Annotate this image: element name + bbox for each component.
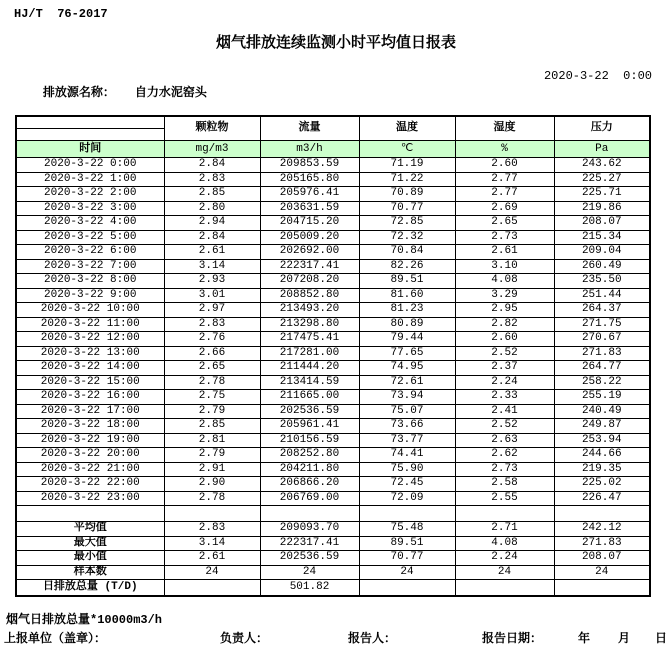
table-row [16, 332, 650, 347]
value-cell: 2.84 [164, 230, 260, 245]
value-cell: 89.51 [359, 274, 455, 289]
table-row [16, 448, 650, 463]
time-cell: 2020-3-22 19:00 [16, 433, 164, 448]
value-cell: 2.97 [164, 303, 260, 318]
value-cell: 71.19 [359, 158, 455, 173]
value-cell: 211665.00 [260, 390, 359, 405]
table-row [16, 158, 650, 173]
value-cell: 24 [554, 565, 650, 580]
summary-row [16, 536, 650, 551]
value-cell: 75.90 [359, 462, 455, 477]
value-cell: 79.44 [359, 332, 455, 347]
data-rows [16, 158, 650, 597]
value-cell: 2.82 [455, 317, 554, 332]
value-cell: 207208.20 [260, 274, 359, 289]
value-cell: 251.44 [554, 288, 650, 303]
value-cell: 208.07 [554, 216, 650, 231]
value-cell [164, 506, 260, 522]
summary-row [16, 580, 650, 597]
value-cell: 2.24 [455, 375, 554, 390]
value-cell: 501.82 [260, 580, 359, 597]
time-cell: 2020-3-22 15:00 [16, 375, 164, 390]
corner-cell-bottom [16, 129, 164, 141]
time-cell: 2020-3-22 7:00 [16, 259, 164, 274]
value-cell: 203631.59 [260, 201, 359, 216]
value-cell: 225.71 [554, 187, 650, 202]
value-cell: 217475.41 [260, 332, 359, 347]
value-cell: 253.94 [554, 433, 650, 448]
value-cell: 2.85 [164, 187, 260, 202]
value-cell: 73.77 [359, 433, 455, 448]
year-label: 年 [578, 632, 591, 646]
time-cell: 2020-3-22 22:00 [16, 477, 164, 492]
value-cell: 209853.59 [260, 158, 359, 173]
value-cell: 271.75 [554, 317, 650, 332]
value-cell: 235.50 [554, 274, 650, 289]
value-cell: 260.49 [554, 259, 650, 274]
unit-row [16, 141, 650, 158]
table-row [16, 172, 650, 187]
standard-code: HJ/T 76-2017 [14, 7, 108, 21]
time-cell: 2020-3-22 12:00 [16, 332, 164, 347]
table-row [16, 346, 650, 361]
value-cell: 2.66 [164, 346, 260, 361]
month-label: 月 [618, 632, 631, 646]
time-cell: 2020-3-22 16:00 [16, 390, 164, 405]
value-cell: 211444.20 [260, 361, 359, 376]
time-cell: 2020-3-22 17:00 [16, 404, 164, 419]
time-cell: 2020-3-22 9:00 [16, 288, 164, 303]
footer-note: 烟气日排放总量*10000m3/h [6, 613, 163, 627]
time-cell: 2020-3-22 20:00 [16, 448, 164, 463]
value-cell: 2.60 [455, 332, 554, 347]
time-cell: 2020-3-22 13:00 [16, 346, 164, 361]
value-cell: 2.95 [455, 303, 554, 318]
table-row [16, 491, 650, 506]
unit-cell-humidity: % [455, 141, 554, 158]
summary-label-cell: 样本数 [16, 565, 164, 580]
time-cell: 2020-3-22 23:00 [16, 491, 164, 506]
value-cell: 2.71 [455, 522, 554, 537]
value-cell: 2.91 [164, 462, 260, 477]
value-cell: 2.77 [455, 172, 554, 187]
value-cell: 74.41 [359, 448, 455, 463]
value-cell: 206866.20 [260, 477, 359, 492]
value-cell: 225.27 [554, 172, 650, 187]
value-cell: 2.52 [455, 346, 554, 361]
value-cell: 2.83 [164, 317, 260, 332]
value-cell: 72.32 [359, 230, 455, 245]
table-row [16, 245, 650, 260]
value-cell: 70.77 [359, 201, 455, 216]
value-cell: 2.84 [164, 158, 260, 173]
time-cell: 2020-3-22 11:00 [16, 317, 164, 332]
value-cell: 2.93 [164, 274, 260, 289]
value-cell: 81.23 [359, 303, 455, 318]
value-cell: 2.61 [164, 551, 260, 566]
value-cell: 202536.59 [260, 551, 359, 566]
value-cell: 205976.41 [260, 187, 359, 202]
value-cell: 2.76 [164, 332, 260, 347]
table-row [16, 317, 650, 332]
table-row [16, 462, 650, 477]
time-cell: 2020-3-22 0:00 [16, 158, 164, 173]
time-cell: 2020-3-22 6:00 [16, 245, 164, 260]
value-cell: 209.04 [554, 245, 650, 260]
header-rows [16, 116, 650, 158]
value-cell: 205009.20 [260, 230, 359, 245]
value-cell: 2.65 [455, 216, 554, 231]
value-cell: 24 [164, 565, 260, 580]
value-cell: 225.02 [554, 477, 650, 492]
value-cell: 2.61 [455, 245, 554, 260]
table-row [16, 404, 650, 419]
value-cell: 2.58 [455, 477, 554, 492]
time-cell: 2020-3-22 8:00 [16, 274, 164, 289]
value-cell: 219.86 [554, 201, 650, 216]
table-row [16, 419, 650, 434]
value-cell [359, 580, 455, 597]
value-cell: 3.14 [164, 259, 260, 274]
value-cell: 205961.41 [260, 419, 359, 434]
unit-cell-pressure: Pa [554, 141, 650, 158]
value-cell: 270.67 [554, 332, 650, 347]
summary-label-cell: 日排放总量 (T/D) [16, 580, 164, 597]
value-cell: 271.83 [554, 536, 650, 551]
value-cell: 3.29 [455, 288, 554, 303]
value-cell: 71.22 [359, 172, 455, 187]
value-cell: 75.07 [359, 404, 455, 419]
value-cell: 3.14 [164, 536, 260, 551]
table-row [16, 201, 650, 216]
value-cell: 2.80 [164, 201, 260, 216]
value-cell: 70.77 [359, 551, 455, 566]
value-cell: 2.37 [455, 361, 554, 376]
blank-row [16, 506, 650, 522]
value-cell: 243.62 [554, 158, 650, 173]
value-cell: 89.51 [359, 536, 455, 551]
value-cell: 264.37 [554, 303, 650, 318]
table-row [16, 375, 650, 390]
value-cell [359, 506, 455, 522]
value-cell: 70.84 [359, 245, 455, 260]
value-cell: 2.55 [455, 491, 554, 506]
time-cell: 2020-3-22 5:00 [16, 230, 164, 245]
unit-cell-particulate: mg/m3 [164, 141, 260, 158]
value-cell: 72.09 [359, 491, 455, 506]
report-datetime: 2020-3-22 0:00 [543, 69, 652, 83]
value-cell: 2.81 [164, 433, 260, 448]
value-cell: 74.95 [359, 361, 455, 376]
value-cell: 202692.00 [260, 245, 359, 260]
source-name-value: 自力水泥窑头 [134, 86, 207, 100]
time-cell [16, 506, 164, 522]
value-cell: 204211.80 [260, 462, 359, 477]
value-cell: 72.45 [359, 477, 455, 492]
value-cell: 258.22 [554, 375, 650, 390]
value-cell: 264.77 [554, 361, 650, 376]
summary-row [16, 565, 650, 580]
summary-label-cell: 最小值 [16, 551, 164, 566]
table-row [16, 477, 650, 492]
value-cell: 2.61 [164, 245, 260, 260]
value-cell: 202536.59 [260, 404, 359, 419]
value-cell: 2.62 [455, 448, 554, 463]
value-cell: 24 [359, 565, 455, 580]
column-header-humidity: 湿度 [455, 116, 554, 141]
time-cell: 2020-3-22 1:00 [16, 172, 164, 187]
value-cell: 213414.59 [260, 375, 359, 390]
time-cell: 2020-3-22 14:00 [16, 361, 164, 376]
value-cell: 2.79 [164, 448, 260, 463]
unit-cell-flow: m3/h [260, 141, 359, 158]
time-cell: 2020-3-22 21:00 [16, 462, 164, 477]
value-cell [554, 580, 650, 597]
source-line [14, 69, 207, 114]
column-header-temperature: 温度 [359, 116, 455, 141]
value-cell: 77.65 [359, 346, 455, 361]
value-cell: 70.89 [359, 187, 455, 202]
value-cell: 226.47 [554, 491, 650, 506]
value-cell: 206769.00 [260, 491, 359, 506]
reporter-label: 报告人： [348, 632, 397, 646]
table-row [16, 187, 650, 202]
value-cell: 208252.80 [260, 448, 359, 463]
value-cell: 2.33 [455, 390, 554, 405]
value-cell: 82.26 [359, 259, 455, 274]
value-cell: 222317.41 [260, 259, 359, 274]
table-row [16, 274, 650, 289]
table-row [16, 361, 650, 376]
value-cell: 219.35 [554, 462, 650, 477]
table-row [16, 216, 650, 231]
value-cell: 209093.70 [260, 522, 359, 537]
value-cell: 2.73 [455, 230, 554, 245]
report-title: 烟气排放连续监测小时平均值日报表 [215, 35, 456, 52]
value-cell: 2.78 [164, 491, 260, 506]
value-cell: 73.94 [359, 390, 455, 405]
value-cell: 3.01 [164, 288, 260, 303]
time-header-cell: 时间 [16, 141, 164, 158]
unit-cell-temperature: ℃ [359, 141, 455, 158]
value-cell: 210156.59 [260, 433, 359, 448]
summary-label-cell: 平均值 [16, 522, 164, 537]
value-cell: 215.34 [554, 230, 650, 245]
report-date-label: 报告日期： [482, 632, 543, 646]
header-row-top [16, 116, 650, 129]
value-cell: 208852.80 [260, 288, 359, 303]
reporting-unit-label: 上报单位（盖章）： [4, 632, 107, 646]
value-cell [164, 580, 260, 597]
value-cell: 2.65 [164, 361, 260, 376]
value-cell: 217281.00 [260, 346, 359, 361]
value-cell: 2.52 [455, 419, 554, 434]
value-cell: 75.48 [359, 522, 455, 537]
time-cell: 2020-3-22 2:00 [16, 187, 164, 202]
value-cell: 2.75 [164, 390, 260, 405]
value-cell: 2.83 [164, 522, 260, 537]
value-cell: 72.61 [359, 375, 455, 390]
value-cell: 2.79 [164, 404, 260, 419]
value-cell [554, 506, 650, 522]
value-cell: 2.63 [455, 433, 554, 448]
time-cell: 2020-3-22 18:00 [16, 419, 164, 434]
value-cell: 2.41 [455, 404, 554, 419]
value-cell: 4.08 [455, 536, 554, 551]
value-cell: 72.85 [359, 216, 455, 231]
value-cell: 2.69 [455, 201, 554, 216]
value-cell: 3.10 [455, 259, 554, 274]
time-cell: 2020-3-22 3:00 [16, 201, 164, 216]
value-cell: 242.12 [554, 522, 650, 537]
time-cell: 2020-3-22 10:00 [16, 303, 164, 318]
value-cell: 2.85 [164, 419, 260, 434]
value-cell: 80.89 [359, 317, 455, 332]
value-cell: 4.08 [455, 274, 554, 289]
value-cell [455, 506, 554, 522]
table-row [16, 259, 650, 274]
value-cell: 213298.80 [260, 317, 359, 332]
summary-row [16, 551, 650, 566]
value-cell: 2.60 [455, 158, 554, 173]
day-label: 日 [655, 632, 668, 646]
value-cell: 255.19 [554, 390, 650, 405]
responsible-person-label: 负责人： [220, 632, 269, 646]
column-header-pressure: 压力 [554, 116, 650, 141]
value-cell: 2.94 [164, 216, 260, 231]
signature-line [0, 629, 672, 647]
value-cell: 222317.41 [260, 536, 359, 551]
value-cell: 73.66 [359, 419, 455, 434]
value-cell: 271.83 [554, 346, 650, 361]
value-cell: 81.60 [359, 288, 455, 303]
value-cell: 24 [455, 565, 554, 580]
value-cell: 244.66 [554, 448, 650, 463]
value-cell: 2.24 [455, 551, 554, 566]
value-cell: 2.90 [164, 477, 260, 492]
monitoring-table [15, 115, 651, 597]
time-cell: 2020-3-22 4:00 [16, 216, 164, 231]
column-header-flow: 流量 [260, 116, 359, 141]
value-cell: 2.73 [455, 462, 554, 477]
value-cell: 213493.20 [260, 303, 359, 318]
value-cell: 249.87 [554, 419, 650, 434]
value-cell: 2.83 [164, 172, 260, 187]
value-cell [260, 506, 359, 522]
summary-label-cell: 最大值 [16, 536, 164, 551]
value-cell: 2.77 [455, 187, 554, 202]
table-row [16, 390, 650, 405]
table-row [16, 303, 650, 318]
column-header-particulate: 颗粒物 [164, 116, 260, 141]
table-row [16, 433, 650, 448]
value-cell: 205165.80 [260, 172, 359, 187]
value-cell: 208.07 [554, 551, 650, 566]
value-cell: 2.78 [164, 375, 260, 390]
table-row [16, 230, 650, 245]
value-cell: 24 [260, 565, 359, 580]
summary-row [16, 522, 650, 537]
corner-cell-top [16, 116, 164, 129]
table-row [16, 288, 650, 303]
value-cell [455, 580, 554, 597]
value-cell: 204715.20 [260, 216, 359, 231]
value-cell: 240.49 [554, 404, 650, 419]
source-name-label: 排放源名称： [42, 86, 115, 100]
